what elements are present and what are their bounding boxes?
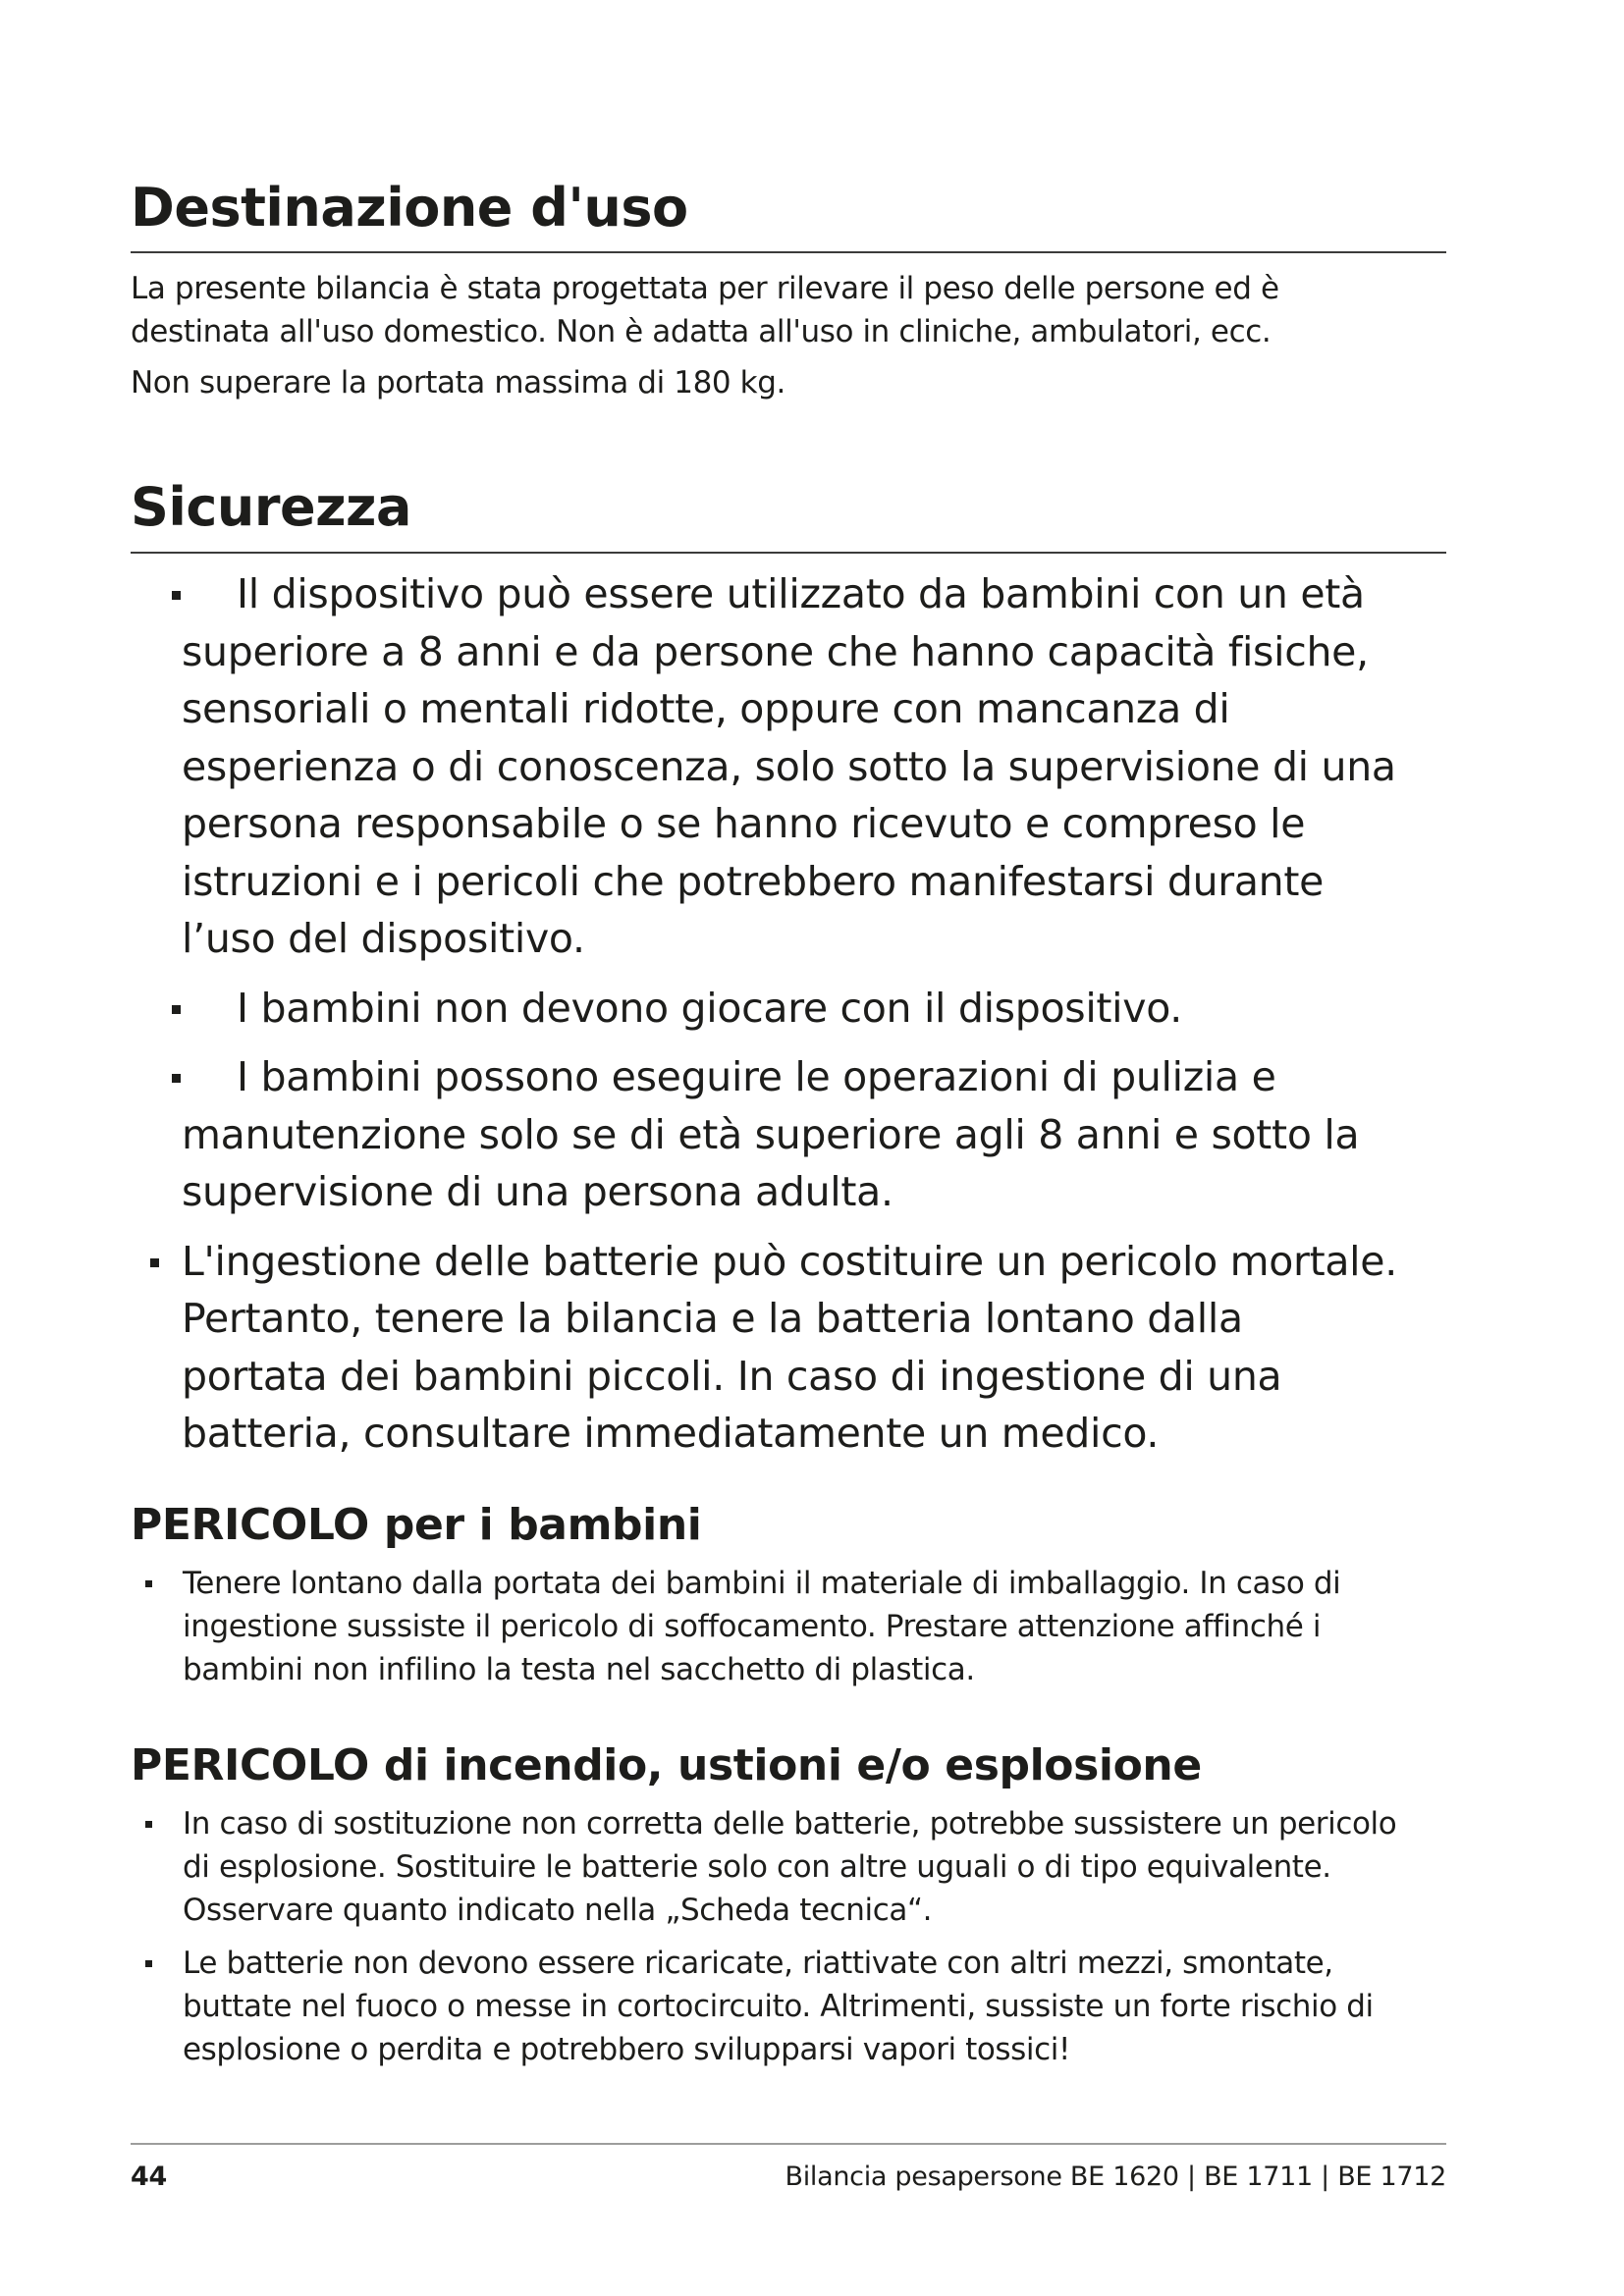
intended-use-paragraph: Non superare la portata massima di 180 kg. <box>131 365 785 400</box>
section-rule <box>131 251 1446 253</box>
list-item-text: I bambini possono eseguire le operazioni di pulizia e manutenzione solo se di età superiore agli 8 anni e sotto la supervisione di una persona adulta. <box>182 1053 1360 1215</box>
list-item <box>131 1233 1397 1463</box>
bullet-icon <box>145 1821 152 1828</box>
section-danger-fire <box>131 1739 1446 2071</box>
list-item <box>131 1802 1427 1932</box>
section-title-safety: Sicurezza <box>131 476 411 538</box>
bullet-icon <box>172 1005 181 1014</box>
product-title: Bilancia pesapersone BE 1620 | BE 1711 | BE 1712 <box>785 2162 1446 2192</box>
bullet-icon <box>145 1580 152 1587</box>
document-page <box>131 0 1446 2296</box>
section-intended-use <box>131 177 1446 404</box>
list-item-text: L'ingestione delle batterie può costituire un pericolo mortale. Pertanto, tenere la bilancia e la batteria lontano dalla portata dei bambini piccoli. In caso di ingestione di una batteria, consultare immediatamente un medico. <box>182 1237 1397 1457</box>
bullet-icon <box>172 591 181 600</box>
section-danger-children <box>131 1499 1446 1691</box>
section-title-intended-use: Destinazione d'uso <box>131 177 688 239</box>
list-item-text: In caso di sostituzione non corretta delle batterie, potrebbe sussistere un pericolo di esplosione. Sostituire le batterie solo con altre uguali o di tipo equivalente. Osservare quanto indicato nella „Scheda tecnica“. <box>183 1806 1397 1928</box>
bullet-icon <box>145 1960 152 1967</box>
list-item-text: Tenere lontano dalla portata dei bambini il materiale di imballaggio. In caso di ingestione sussiste il pericolo di soffocamento. Prestare attenzione affinché i bambini non infilino la testa nel sacchetto di plastica. <box>183 1566 1341 1687</box>
footer-rule <box>131 2143 1446 2145</box>
section-title-danger-children: PERICOLO per i bambini <box>131 1500 702 1550</box>
bullet-icon <box>172 1074 181 1083</box>
bullet-icon <box>150 1258 159 1267</box>
list-item <box>131 980 1397 1038</box>
safety-list <box>131 565 1397 1463</box>
section-safety <box>131 476 1446 1463</box>
list-item <box>131 1562 1427 1691</box>
list-item-text: Le batterie non devono essere ricaricate, riattivate con altri mezzi, smontate, buttate nel fuoco o messe in cortocircuito. Altrimenti, sussiste un forte rischio di esplosione o perdita e potrebbero svilupparsi vapori tossici! <box>183 1946 1374 2067</box>
list-item-text: Il dispositivo può essere utilizzato da bambini con un età superiore a 8 anni e da persone che hanno capacità fisiche, sensoriali o mentali ridotte, oppure con mancanza di esperienza o di conoscenza, solo sotto la supervisione di una persona responsabile o se hanno ricevuto e compreso le istruzioni e i pericoli che potrebbero manifestarsi durante l’uso del dispositivo. <box>182 570 1396 962</box>
list-item-text: I bambini non devono giocare con il dispositivo. <box>237 984 1183 1032</box>
section-title-danger-fire: PERICOLO di incendio, ustioni e/o esplosione <box>131 1740 1202 1790</box>
list-item <box>131 1942 1427 2071</box>
section-rule <box>131 552 1446 554</box>
danger-children-list <box>131 1562 1427 1691</box>
list-item <box>131 1048 1397 1221</box>
danger-fire-list <box>131 1802 1427 2071</box>
intended-use-paragraph: La presente bilancia è stata progettata per rilevare il peso delle persone ed è destinata all'uso domestico. Non è adatta all'uso in cliniche, ambulatori, ecc. <box>131 271 1279 349</box>
page-number: 44 <box>131 2162 167 2192</box>
list-item <box>131 565 1397 968</box>
